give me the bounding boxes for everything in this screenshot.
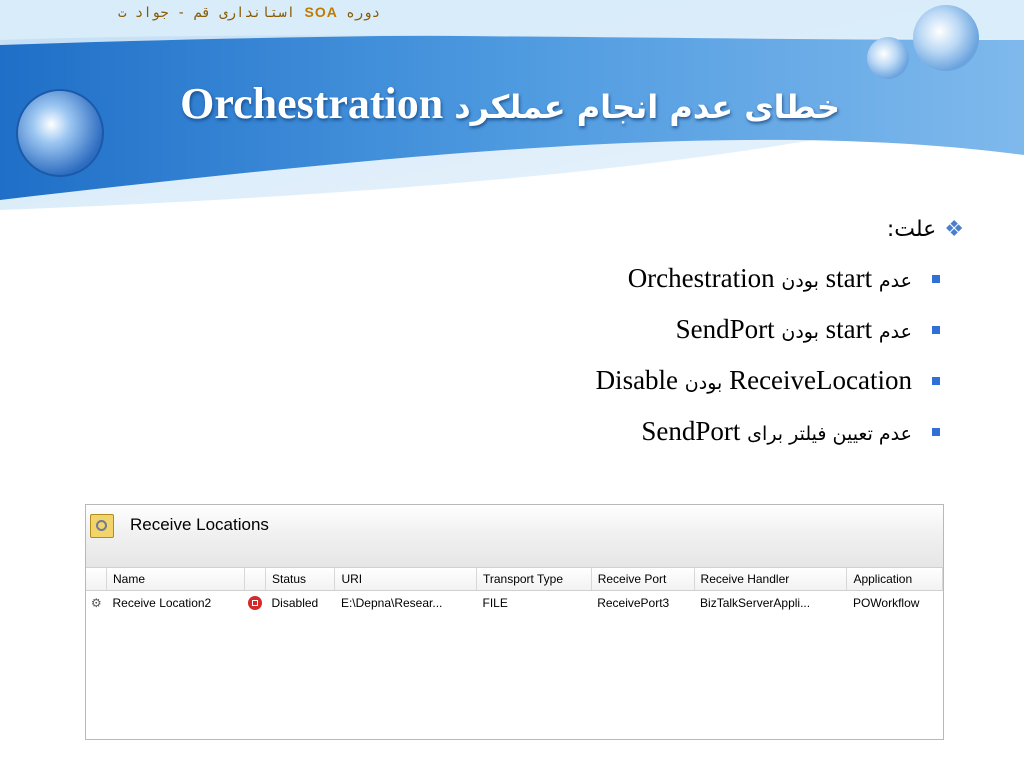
cell-status: Disabled (271, 596, 319, 610)
slide-title (150, 78, 870, 138)
column-header-transport-type[interactable]: Transport Type (476, 568, 591, 591)
slide-title-fa: خطای عدم انجام عملکرد (454, 88, 840, 126)
receive-locations-panel (85, 504, 944, 740)
cell-application: POWorkflow (852, 596, 920, 610)
square-bullet-icon (932, 377, 940, 385)
item-en-end: Orchestration (627, 263, 775, 293)
disabled-stop-icon (248, 596, 262, 610)
square-bullet-icon (932, 326, 940, 334)
item-en-end: SendPort (641, 416, 741, 446)
item-fa-mid: بودن (684, 372, 723, 394)
column-header-receive-port[interactable]: Receive Port (591, 568, 694, 591)
list-item (264, 253, 964, 304)
column-header-uri[interactable]: URI (335, 568, 477, 591)
square-bullet-icon (932, 275, 940, 283)
item-en-mid: Disable (595, 365, 679, 395)
cause-heading (264, 205, 964, 253)
icon-column-header (86, 568, 107, 591)
item-en-mid: start (825, 263, 873, 293)
item-fa-pre: عدم تعیین فیلتر برای (747, 423, 912, 445)
panel-title: Receive Locations (130, 515, 269, 534)
list-item (264, 304, 964, 355)
course-header-strip (0, 4, 380, 26)
item-fa-mid: بودن (781, 321, 819, 343)
cell-uri: E:\Depna\Resear... (340, 596, 443, 610)
column-header-status[interactable]: Status (266, 568, 335, 591)
table-row[interactable] (86, 591, 943, 616)
item-en-end: ReceiveLocation (729, 365, 912, 395)
cause-label: علت: (886, 216, 937, 242)
course-soa: SOA (304, 4, 338, 20)
cell-receive-port: ReceivePort3 (597, 596, 670, 610)
list-item (264, 355, 964, 406)
column-header-application[interactable]: Application (847, 568, 943, 591)
receive-location-icon: ⚙ (90, 596, 102, 610)
item-fa-mid: بودن (781, 270, 819, 292)
status-icon-column-header (245, 568, 266, 591)
course-suffix: استانداری قم - جواد ت (118, 5, 296, 21)
item-en-mid: start (825, 314, 873, 344)
diamond-bullet-icon: ❖ (944, 216, 964, 242)
panel-header (86, 505, 943, 568)
cell-receive-handler: BizTalkServerAppli... (700, 596, 811, 610)
receive-locations-folder-icon (90, 514, 114, 538)
column-header-receive-handler[interactable]: Receive Handler (694, 568, 847, 591)
column-header-name[interactable]: Name (107, 568, 245, 591)
cell-transport-type: FILE (482, 596, 508, 610)
receive-locations-table (86, 568, 943, 615)
square-bullet-icon (932, 428, 940, 436)
cell-name: Receive Location2 (112, 596, 212, 610)
slide-content (264, 205, 964, 457)
course-prefix: دوره (346, 5, 380, 21)
item-en-end: SendPort (675, 314, 775, 344)
slide-title-en: Orchestration (180, 79, 444, 128)
list-item (264, 406, 964, 457)
table-header-row (86, 568, 943, 591)
item-fa-pre: عدم (878, 321, 912, 343)
item-fa-pre: عدم (878, 270, 912, 292)
